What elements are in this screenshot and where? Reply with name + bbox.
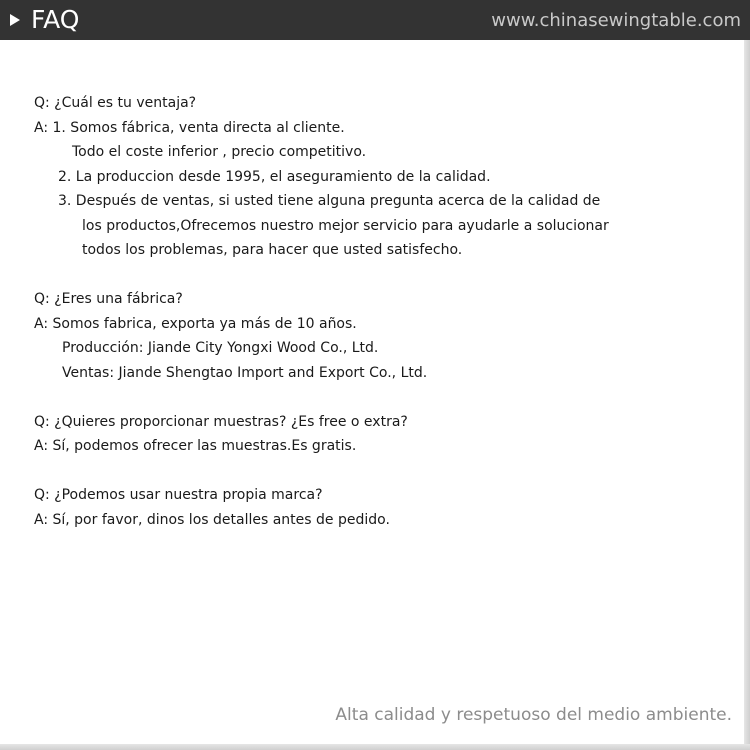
arrow-right-icon [10,14,20,26]
faq-answer-3: A: Sí, podemos ofrecer las muestras.Es gratis. [34,438,357,454]
frame-shadow-bottom [0,744,750,750]
page-title: FAQ [31,5,80,34]
faq-answer-1-line-2: Todo el coste inferior , precio competitivo. [72,144,367,160]
faq-answer-1-line-4: 3. Después de ventas, si usted tiene alguna pregunta acerca de la calidad de [58,193,601,209]
faq-question-4: Q: ¿Podemos usar nuestra propia marca? [34,487,323,503]
faq-answer-2-line-1: A: Somos fabrica, exporta ya más de 10 años. [34,316,357,332]
faq-answer-4: A: Sí, por favor, dinos los detalles antes de pedido. [34,512,390,528]
frame-shadow-right [744,40,750,750]
faq-question-1: Q: ¿Cuál es tu ventaja? [34,95,197,111]
faq-question-3: Q: ¿Quieres proporcionar muestras? ¿Es free o extra? [34,414,408,430]
faq-answer-1-line-6: todos los problemas, para hacer que usted satisfecho. [82,242,463,258]
footer-tagline: Alta calidad y respetuoso del medio ambiente. [335,705,732,725]
faq-question-2: Q: ¿Eres una fábrica? [34,291,183,307]
faq-answer-1-line-3: 2. La produccion desde 1995, el aseguramiento de la calidad. [58,169,491,185]
header-bar [0,0,750,40]
site-url: www.chinasewingtable.com [491,10,741,31]
faq-answer-1-line-1: A: 1. Somos fábrica, venta directa al cliente. [34,120,345,136]
faq-answer-2-line-2: Producción: Jiande City Yongxi Wood Co., Ltd. [62,340,379,356]
faq-answer-1-line-5: los productos,Ofrecemos nuestro mejor servicio para ayudarle a solucionar [82,218,609,234]
faq-answer-2-line-3: Ventas: Jiande Shengtao Import and Export Co., Ltd. [62,365,428,381]
